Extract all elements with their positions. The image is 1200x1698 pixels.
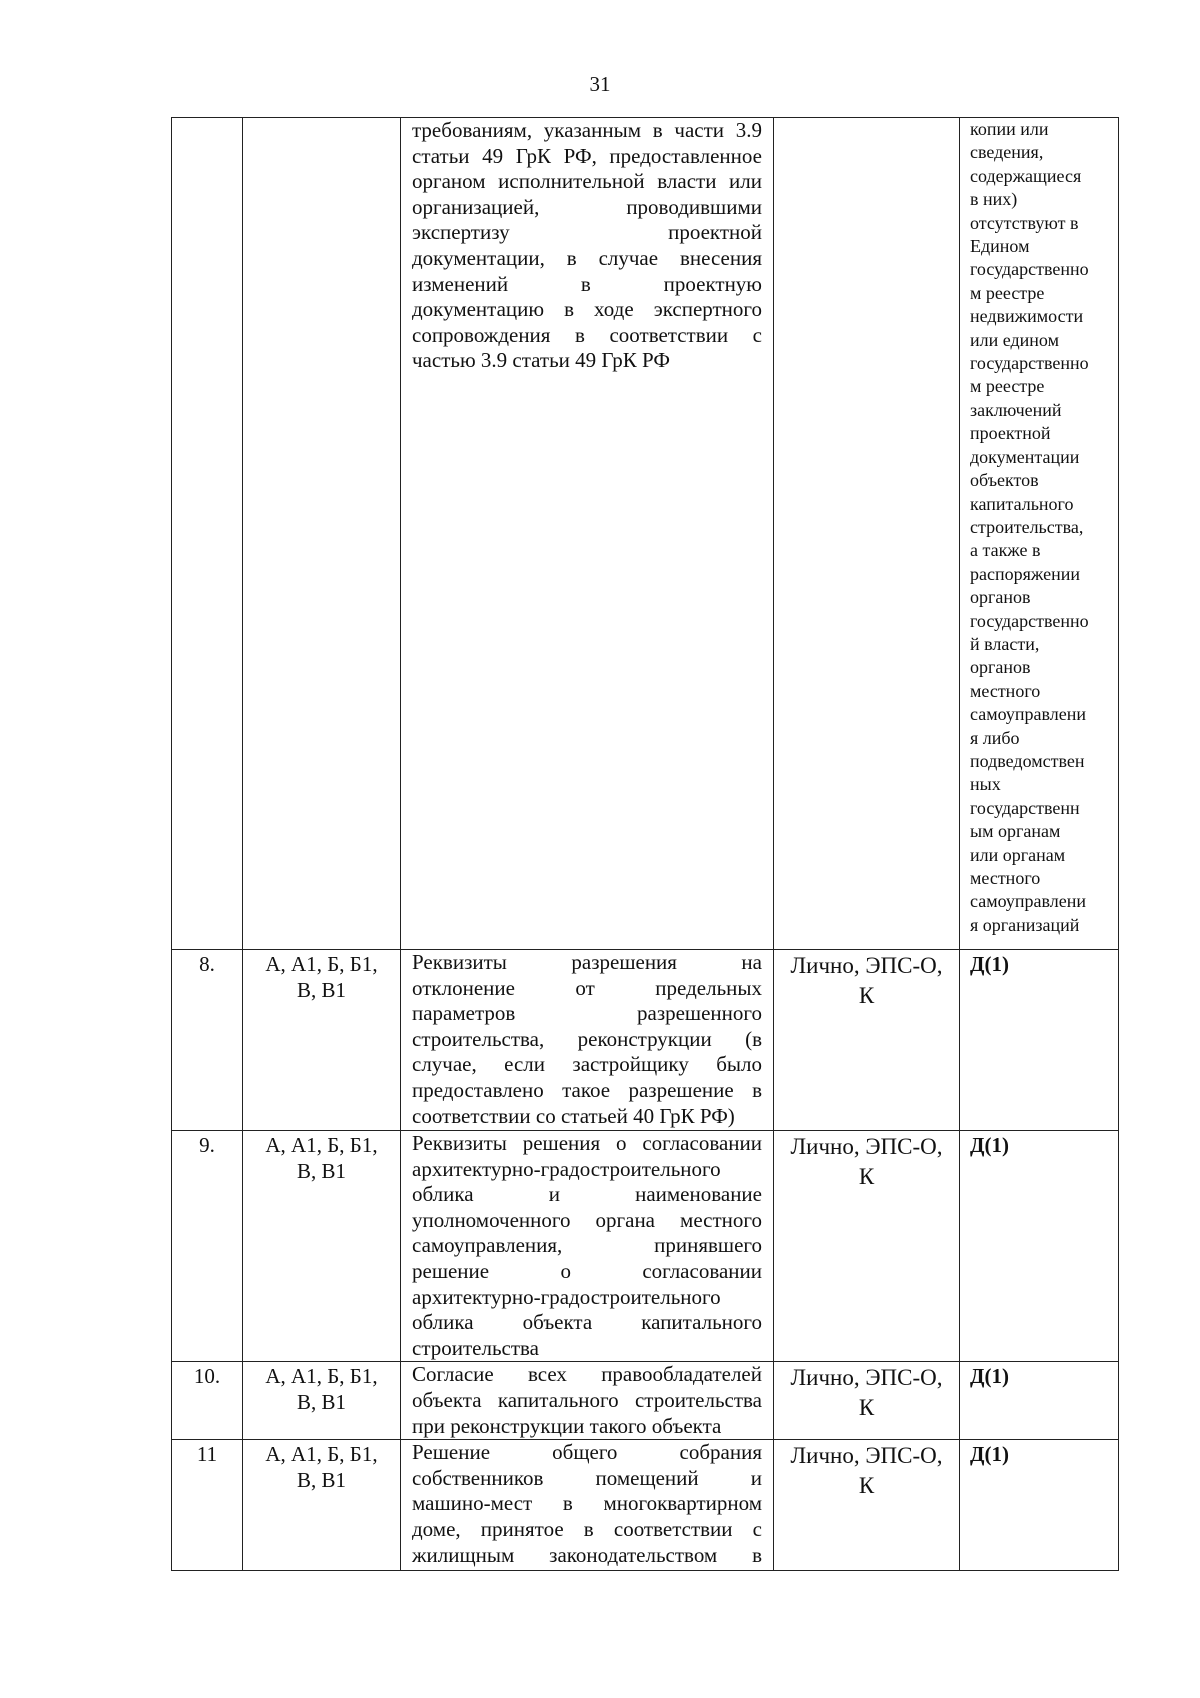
description-line: документацию в ходе экспертного <box>412 297 762 322</box>
description-line: при реконструкции такого объекта <box>412 1413 722 1438</box>
table-row <box>172 1131 1119 1362</box>
submission-way-line: К <box>858 1473 875 1499</box>
table-row <box>172 118 1119 950</box>
submission-way-line: Лично, ЭПС-О, <box>790 953 943 978</box>
description-line: объекта капитального строительства <box>412 1387 762 1412</box>
note-line: Едином <box>970 236 1030 257</box>
categories-line: В, В1 <box>296 1468 346 1493</box>
note-line: или едином <box>970 329 1059 350</box>
description-cell <box>401 1362 774 1440</box>
row-number: 8. <box>172 950 243 1131</box>
note-line: самоуправлени <box>970 891 1087 912</box>
description-line: архитектурно-градостроительного <box>412 1284 721 1309</box>
description-line: уполномоченного органа местного <box>412 1207 762 1232</box>
description-cell <box>401 118 774 950</box>
number-cell <box>172 118 243 950</box>
note-line: распоряжении <box>970 563 1080 584</box>
row-number: 9. <box>172 1131 243 1362</box>
categories-line: В, В1 <box>296 1390 346 1415</box>
description-line: Реквизиты разрешения на <box>412 950 762 974</box>
description-line: статьи 49 ГрК РФ, предоставленное <box>412 143 762 168</box>
description-line: сопровождения в соответствии с <box>412 322 762 347</box>
requirement-cell: Д(1) <box>960 1362 1119 1440</box>
table-row <box>172 950 1119 1131</box>
description-cell <box>401 1440 774 1571</box>
description-line: требованиям, указанным в части 3.9 <box>412 118 762 142</box>
note-line: я организаций <box>970 914 1080 935</box>
description-line: параметров разрешенного <box>412 1001 762 1026</box>
categories-line: А, А1, Б, Б1, <box>265 1442 378 1467</box>
submission-way-cell <box>774 1362 960 1440</box>
submission-way-cell <box>774 950 960 1131</box>
description-line: строительства, реконструкции (в <box>412 1026 762 1051</box>
categories-cell <box>243 1362 401 1440</box>
note-line: или органам <box>970 844 1066 865</box>
note-line: подведомствен <box>970 750 1085 771</box>
note-line: й власти, <box>970 633 1040 654</box>
description-line: собственников помещений и <box>412 1465 762 1490</box>
note-line: недвижимости <box>970 306 1084 327</box>
note-line: сведения, <box>970 142 1044 163</box>
note-line: заключений <box>970 399 1062 420</box>
description-line: документации, в случае внесения <box>412 245 762 270</box>
note-line: в них) <box>970 189 1018 210</box>
description-cell <box>401 1131 774 1362</box>
categories-line: В, В1 <box>296 1159 346 1183</box>
requirement-cell: Д(1) <box>960 1440 1119 1571</box>
description-line: облика объекта капитального <box>412 1310 762 1335</box>
row-number: 10. <box>172 1362 243 1440</box>
note-line: самоуправлени <box>970 704 1087 725</box>
description-line: Согласие всех правообладателей <box>412 1362 762 1387</box>
description-line: соответствии со статьей 40 ГрК РФ) <box>412 1103 735 1128</box>
page-number: 31 <box>589 72 611 96</box>
note-line: м реестре <box>970 282 1045 303</box>
categories-line: В, В1 <box>296 978 346 1002</box>
description-line: архитектурно-градостроительного <box>412 1156 721 1181</box>
description-line: отклонение от предельных <box>412 975 762 1000</box>
submission-way-line: Лично, ЭПС-О, <box>790 1443 943 1469</box>
note-line: проектной <box>970 423 1051 444</box>
description-line: жилищным законодательством в <box>412 1542 762 1567</box>
note-line: объектов <box>970 470 1039 491</box>
note-line: местного <box>970 868 1041 888</box>
description-line: строительства <box>412 1335 540 1360</box>
description-line: доме, принятое в соответствии с <box>412 1516 762 1541</box>
description-line: органом исполнительной власти или <box>412 169 762 194</box>
categories-line: А, А1, Б, Б1, <box>265 1133 378 1157</box>
description-line: машино-мест в многоквартирном <box>412 1491 762 1516</box>
note-line: ных <box>970 774 1001 795</box>
submission-way-cell <box>774 1131 960 1362</box>
requirement-cell: Д(1) <box>960 1131 1119 1362</box>
categories-cell <box>243 950 401 1131</box>
description-line: Решение общего собрания <box>412 1440 762 1465</box>
description-line: случае, если застройщику было <box>412 1052 762 1077</box>
description-line: облика и наименование <box>412 1182 762 1207</box>
categories-line: А, А1, Б, Б1, <box>265 952 378 976</box>
categories-cell <box>243 118 401 950</box>
note-line: ым органам <box>970 821 1061 842</box>
description-line: предоставлено такое разрешение в <box>412 1077 762 1102</box>
submission-way-line: К <box>858 1395 875 1421</box>
note-line: органов <box>970 587 1031 608</box>
note-line: содержащиеся <box>970 165 1082 186</box>
description-line: решение о согласовании <box>412 1258 762 1283</box>
submission-way-line: Лично, ЭПС-О, <box>790 1365 943 1391</box>
description-line: экспертизу проектной <box>412 220 762 245</box>
description-cell <box>401 950 774 1131</box>
table-row <box>172 1440 1119 1571</box>
note-line: капитального <box>970 493 1074 514</box>
row-number: 11 <box>172 1440 243 1571</box>
note-line: строительства, <box>970 516 1084 537</box>
submission-way-cell <box>774 118 960 950</box>
note-line: копии или <box>970 119 1049 139</box>
note-line: государственно <box>970 610 1089 631</box>
note-line: а также в <box>970 540 1041 561</box>
categories-cell <box>243 1131 401 1362</box>
note-cell <box>960 118 1119 950</box>
submission-way-cell <box>774 1440 960 1571</box>
categories-cell <box>243 1440 401 1571</box>
note-line: государственн <box>970 797 1080 818</box>
requirement-cell: Д(1) <box>960 950 1119 1131</box>
description-line: Реквизиты решения о согласовании <box>412 1131 762 1155</box>
description-line: изменений в проектную <box>412 271 762 296</box>
note-line: я либо <box>970 727 1020 748</box>
note-line: документации <box>970 446 1080 467</box>
submission-way-line: К <box>858 983 875 1008</box>
note-line: местного <box>970 680 1041 701</box>
submission-way-line: Лично, ЭПС-О, <box>790 1134 943 1159</box>
description-line: организацией, проводившими <box>412 194 762 219</box>
note-line: органов <box>970 657 1031 678</box>
description-line: самоуправления, принявшего <box>412 1233 762 1258</box>
documents-table <box>171 117 1119 1571</box>
note-line: м реестре <box>970 376 1045 397</box>
categories-line: А, А1, Б, Б1, <box>265 1364 378 1389</box>
note-line: государственно <box>970 259 1089 280</box>
description-line: частью 3.9 статьи 49 ГрК РФ <box>412 348 670 373</box>
submission-way-line: К <box>858 1164 875 1189</box>
table-row <box>172 1362 1119 1440</box>
note-line: государственно <box>970 353 1089 374</box>
note-line: отсутствуют в <box>970 212 1079 233</box>
